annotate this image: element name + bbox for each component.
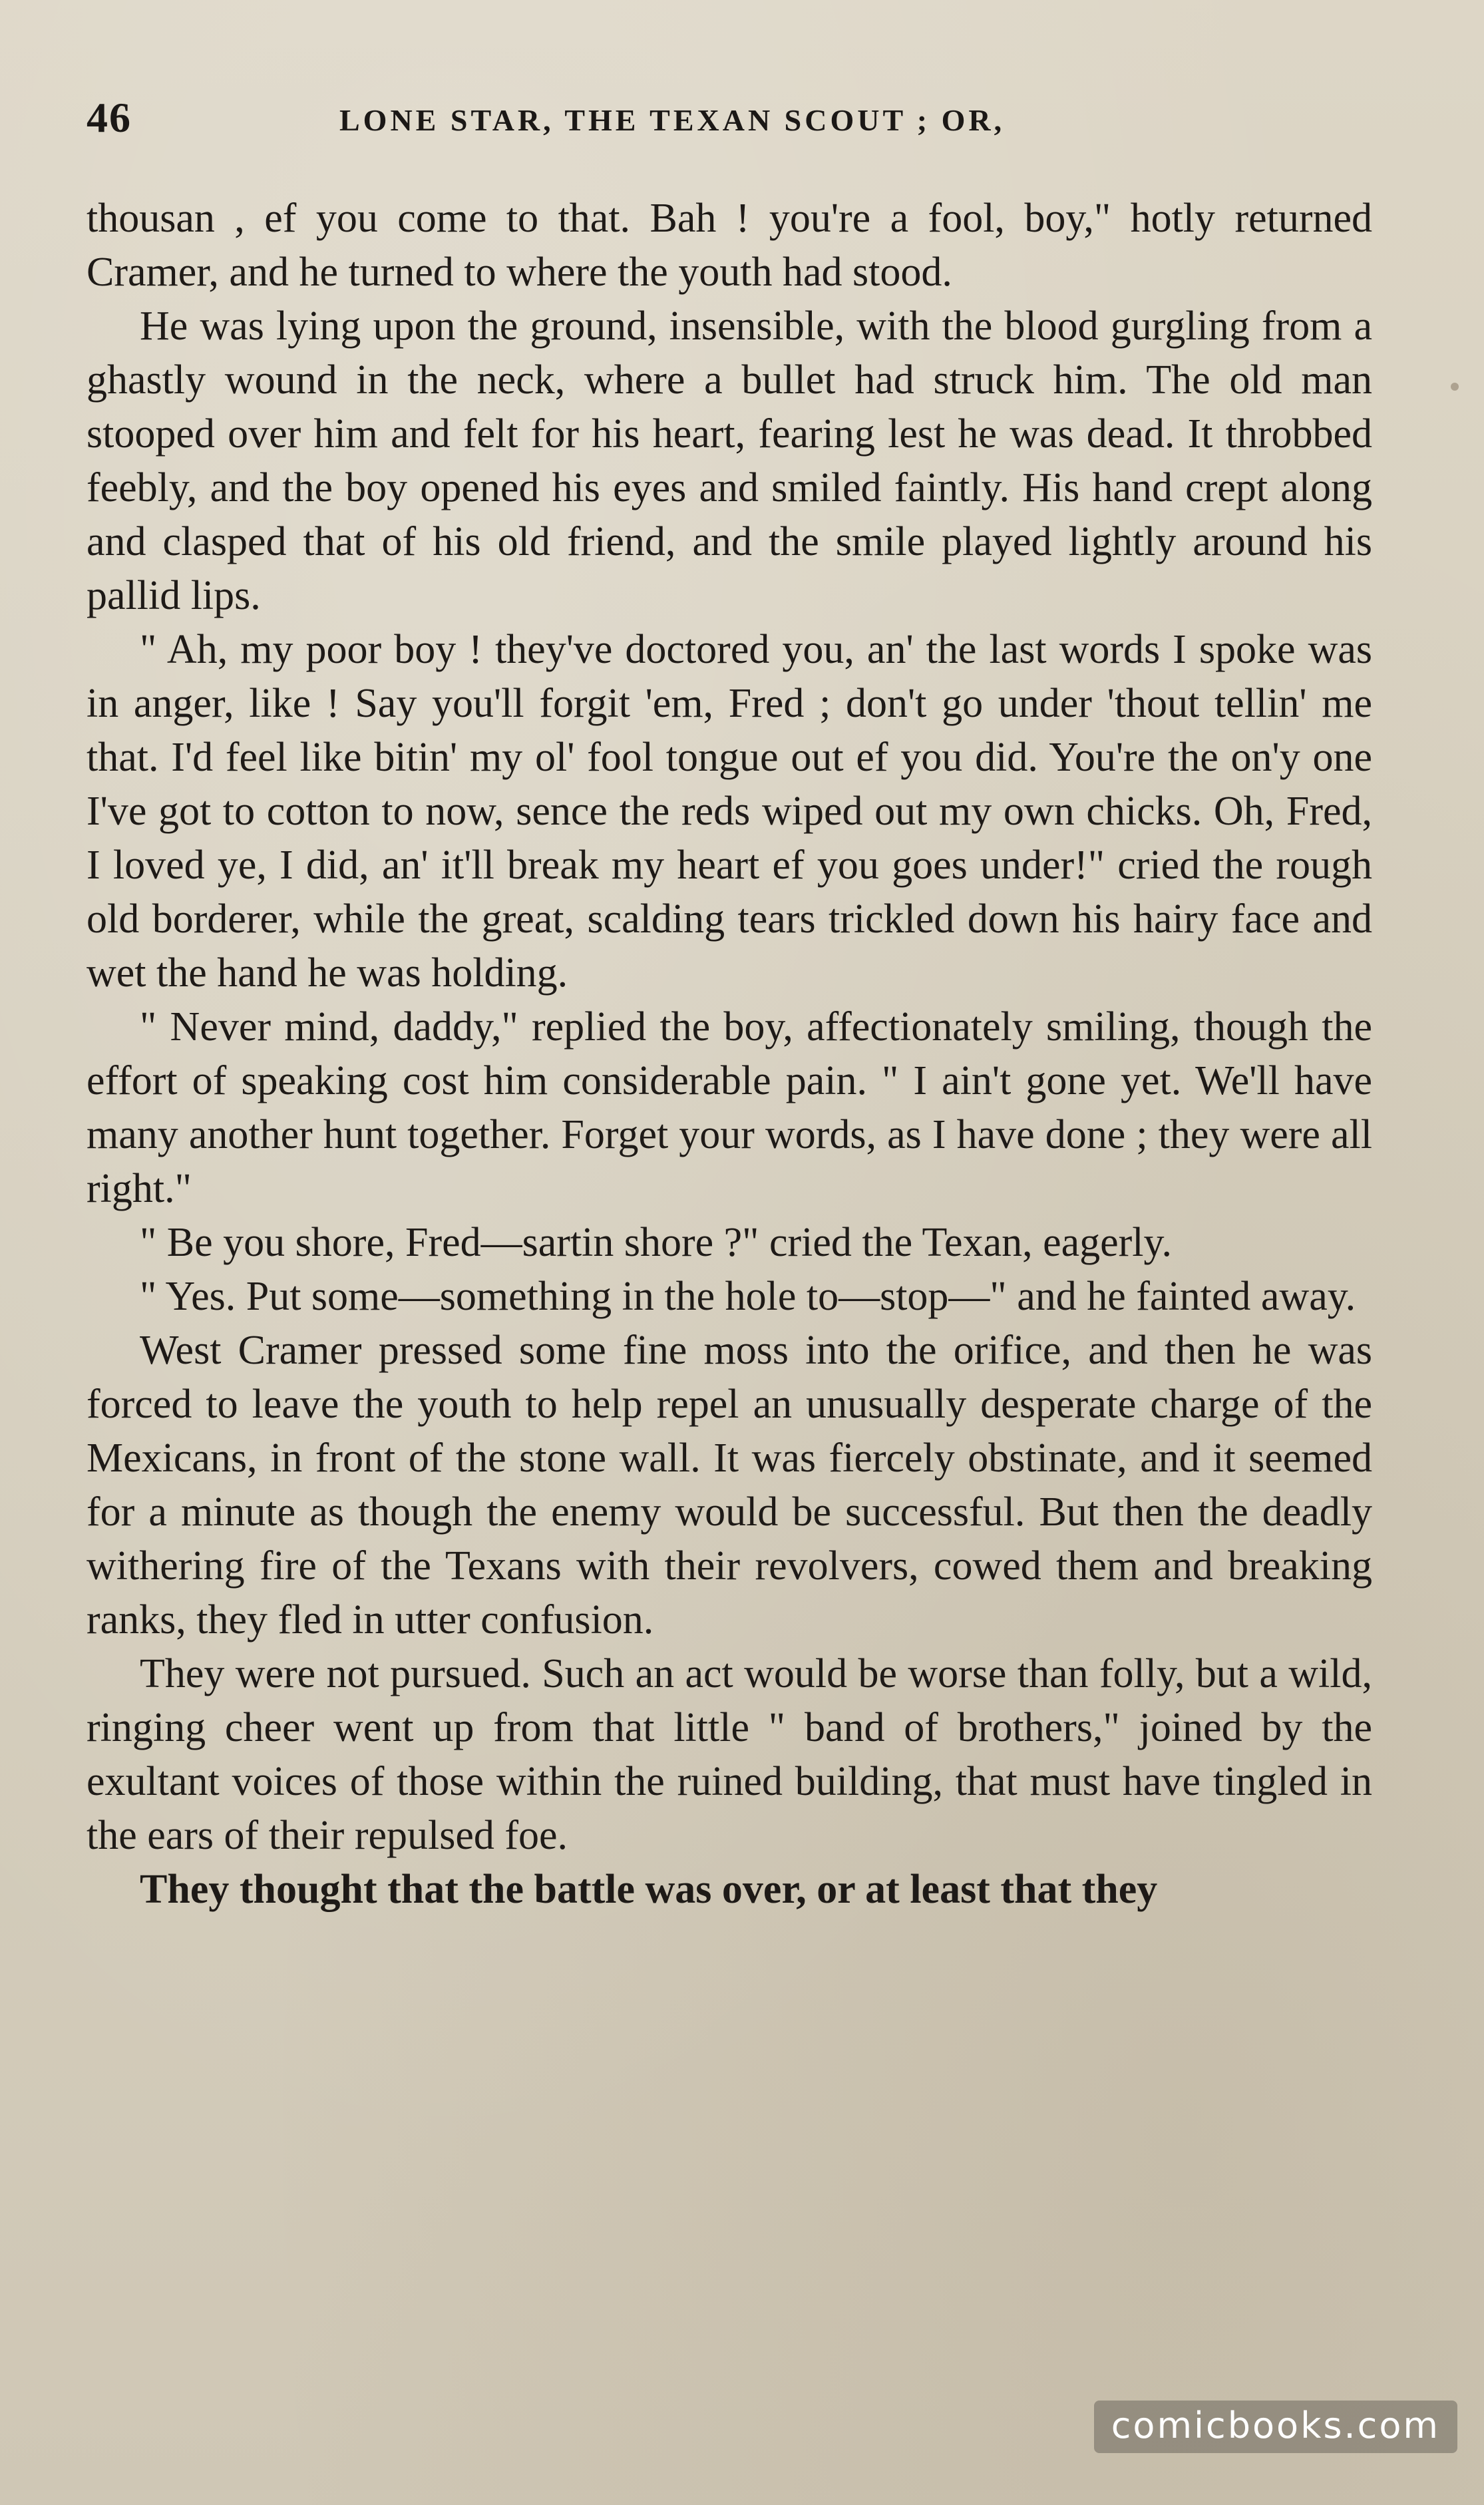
page-header xyxy=(87,93,1391,146)
watermark: comicbooks.com xyxy=(1094,2401,1457,2453)
paragraph: " Yes. Put some—something in the hole to—stop—" and he fainted away. xyxy=(140,1274,1356,1319)
paragraph: They were not pursued. Such an act would be worse than folly, but a wild, ringing cheer went up from that little " band of brothers," joined by the exultant voices of those within the ruined building, that must have tingled in the ears of their repulsed foe. xyxy=(87,1651,1372,1858)
paragraph: They thought that the battle was over, or at least that they xyxy=(140,1867,1158,1912)
paragraph: thousan , ef you come to that. Bah ! you're a fool, boy," hotly returned Cramer, and he turned to where the youth had stood. xyxy=(87,196,1372,295)
paper-speck xyxy=(1451,383,1459,391)
body-text xyxy=(87,192,1372,1917)
paragraph: " Never mind, daddy," replied the boy, affectionately smiling, though the effort of speaking cost him considerable pain. " I ain't gone yet. We'll have many another hunt together. Forget your words, as I have done ; they were all right." xyxy=(87,1004,1372,1211)
paragraph: He was lying upon the ground, insensible, with the blood gurgling from a ghastly wound in the neck, where a bullet had struck him. The old man stooped over him and felt for his heart, fearing lest he was dead. It throbbed feebly, and the boy opened his eyes and smiled faintly. His hand crept along and clasped that of his old friend, and the smile played lightly around his pallid lips. xyxy=(87,303,1372,618)
paragraph: " Be you shore, Fred—sartin shore ?" cried the Texan, eagerly. xyxy=(140,1220,1172,1265)
page-number: 46 xyxy=(87,94,132,141)
running-head: LONE STAR, THE TEXAN SCOUT ; OR, xyxy=(339,103,1006,137)
paragraph: " Ah, my poor boy ! they've doctored you, an' the last words I spoke was in anger, like ! Say you'll forgit 'em, Fred ; don't go under 'thout tellin' me that. I'd feel like bitin' my ol' fool tongue out ef you did. You're the on'y one I've got to cotton to now, sence the reds wiped out my own chicks. Oh, Fred, I loved ye, I did, an' it'll break my heart ef you goes under!" cried the rough old borderer, while the great, scalding tears trickled down his hairy face and wet the hand he was holding. xyxy=(87,627,1372,996)
paragraph: West Cramer pressed some fine moss into the orifice, and then he was forced to leave the youth to help repel an unusually desperate charge of the Mexicans, in front of the stone wall. It was fiercely obstinate, and it seemed for a minute as though the enemy would be successful. But then the deadly withering fire of the Texans with their revolvers, cowed them and breaking ranks, they fled in utter confusion. xyxy=(87,1328,1372,1642)
